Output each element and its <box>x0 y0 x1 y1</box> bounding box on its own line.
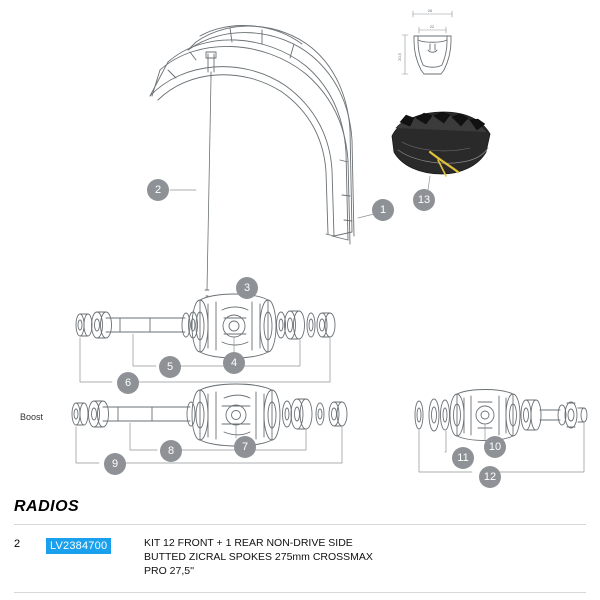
callout-1: 1 <box>372 199 394 221</box>
rear-boost-hub-assembly <box>72 384 347 463</box>
svg-text:26: 26 <box>427 8 433 13</box>
svg-text:22: 22 <box>429 24 435 29</box>
callout-13: 13 <box>413 189 435 211</box>
part-description-line-3: PRO 27,5'' <box>144 565 195 577</box>
divider-top <box>14 524 586 525</box>
rim-arc <box>150 26 354 244</box>
callout-8: 8 <box>160 440 182 462</box>
boost-label: Boost <box>20 412 44 422</box>
callout-12: 12 <box>479 466 501 488</box>
callout-5: 5 <box>159 356 181 378</box>
callout-6: 6 <box>117 372 139 394</box>
callout-4: 4 <box>223 352 245 374</box>
callout-10: 10 <box>484 436 506 458</box>
table-row <box>14 536 586 578</box>
part-index: 2 <box>14 538 21 550</box>
callout-3: 3 <box>236 277 258 299</box>
callout-7: 7 <box>234 436 256 458</box>
callout-9: 9 <box>104 453 126 475</box>
part-reference-badge[interactable] <box>46 536 126 554</box>
freehub-body-assembly <box>415 390 587 473</box>
divider-bottom <box>14 592 586 593</box>
spoke <box>205 78 211 296</box>
part-description <box>144 536 373 578</box>
part-reference-value: LV2384700 <box>46 538 111 554</box>
front-hub-assembly <box>76 288 335 382</box>
callout-11: 11 <box>452 447 474 469</box>
part-description-line-1: KIT 12 FRONT + 1 REAR NON-DRIVE SIDE <box>144 537 353 549</box>
tire-cutaway <box>392 112 490 176</box>
svg-text:20,5: 20,5 <box>397 53 402 61</box>
rim-profile-cross-section <box>397 8 452 74</box>
section-title: RADIOS <box>14 498 80 515</box>
part-description-line-2: BUTTED ZICRAL SPOKES 275mm CROSSMAX <box>144 551 373 563</box>
callout-2: 2 <box>147 179 169 201</box>
